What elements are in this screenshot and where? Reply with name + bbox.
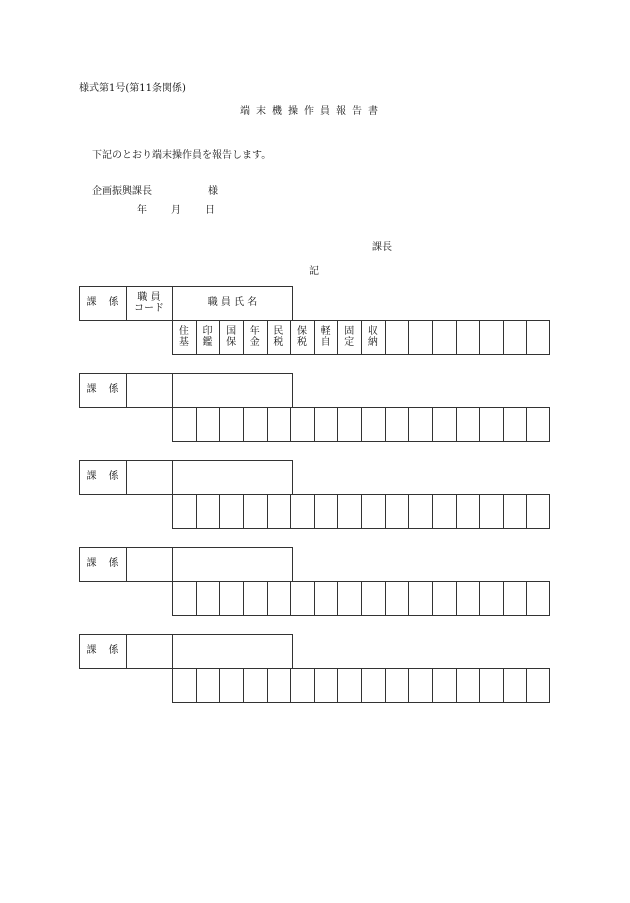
entry-systems-divider xyxy=(290,581,291,616)
system-column-header xyxy=(219,320,243,355)
system-column-header xyxy=(290,320,314,355)
entry-ka-kakari xyxy=(79,460,126,495)
entry-ka-kakari xyxy=(79,634,126,669)
entry-systems-divider xyxy=(385,407,386,442)
entry-systems-divider xyxy=(503,494,504,529)
entry-systems-divider xyxy=(456,407,457,442)
date-day: 日 xyxy=(205,205,215,216)
entry-systems-divider xyxy=(385,581,386,616)
entry-systems-divider xyxy=(432,668,433,703)
section-chief-label: 課長 xyxy=(372,242,392,253)
entry-systems-divider xyxy=(361,494,362,529)
system-label-top: 収 xyxy=(367,326,378,337)
system-label-top: 軽 xyxy=(320,326,331,337)
entry-divider xyxy=(172,460,173,495)
entry-systems-divider xyxy=(196,581,197,616)
header-systems-divider xyxy=(456,320,457,355)
system-label-bottom: 保 xyxy=(226,336,237,348)
entry-systems-divider xyxy=(337,581,338,616)
entry-systems-divider xyxy=(219,494,220,529)
kakari-label: 係 xyxy=(108,558,119,570)
entry-systems-divider xyxy=(267,581,268,616)
entry-systems-divider xyxy=(361,668,362,703)
date-year: 年 xyxy=(137,205,147,216)
system-label-top: 保 xyxy=(296,326,307,337)
entry-systems-divider xyxy=(432,494,433,529)
system-column-header xyxy=(172,320,196,355)
entry-systems-divider xyxy=(503,407,504,442)
entry-systems-divider xyxy=(243,407,244,442)
system-label-top: 民 xyxy=(273,326,284,337)
kakari-label: 係 xyxy=(108,297,119,309)
staff-code-header xyxy=(126,286,172,321)
kakari-label: 係 xyxy=(108,471,119,483)
kakari-label: 係 xyxy=(108,645,119,657)
entry-systems-divider xyxy=(479,407,480,442)
entry-systems-divider xyxy=(432,581,433,616)
entry-systems-divider xyxy=(479,494,480,529)
system-label-top: 国 xyxy=(226,326,237,337)
entry-systems-divider xyxy=(361,407,362,442)
ki-label: 記 xyxy=(309,266,319,277)
entry-systems-divider xyxy=(290,407,291,442)
entry-systems-divider xyxy=(408,407,409,442)
entry-divider xyxy=(126,634,127,669)
header-systems-divider xyxy=(503,320,504,355)
entry-divider xyxy=(172,373,173,408)
system-label-bottom: 税 xyxy=(273,336,284,348)
entry-systems-divider xyxy=(196,494,197,529)
entry-divider xyxy=(126,547,127,582)
entry-systems-divider xyxy=(243,494,244,529)
entry-systems-divider xyxy=(408,668,409,703)
staff-name-label: 職 員 氏 名 xyxy=(207,297,258,309)
entry-systems-divider xyxy=(456,581,457,616)
system-label-bottom: 鑑 xyxy=(202,336,213,348)
addressee: 企画振興課長 xyxy=(92,186,152,197)
header-systems-divider xyxy=(526,320,527,355)
entry-systems-divider xyxy=(219,581,220,616)
document-title: 端末機操作員報告書 xyxy=(240,106,384,117)
intro-text: 下記のとおり端末操作員を報告します。 xyxy=(92,150,272,161)
staff-code-line2: コード xyxy=(134,302,164,314)
entry-systems-divider xyxy=(526,407,527,442)
entry-systems-divider xyxy=(385,668,386,703)
entry-systems-divider xyxy=(503,668,504,703)
entry-systems-divider xyxy=(219,407,220,442)
system-label-top: 年 xyxy=(249,326,260,337)
entry-systems-divider xyxy=(408,494,409,529)
system-label-bottom: 納 xyxy=(367,336,378,348)
entry-systems-divider xyxy=(314,494,315,529)
system-column-header xyxy=(361,320,385,355)
ka-label: 課 xyxy=(86,471,97,483)
entry-systems-divider xyxy=(526,668,527,703)
entry-systems-divider xyxy=(337,407,338,442)
entry-systems-divider xyxy=(526,494,527,529)
date-line xyxy=(137,206,215,216)
entry-systems-divider xyxy=(479,581,480,616)
system-label-top: 固 xyxy=(344,326,355,337)
entry-systems-divider xyxy=(337,494,338,529)
system-label-top: 住 xyxy=(178,326,189,337)
entry-systems-divider xyxy=(361,581,362,616)
system-column-header xyxy=(267,320,291,355)
entry-systems-divider xyxy=(432,407,433,442)
entry-systems-divider xyxy=(196,668,197,703)
system-label-bottom: 自 xyxy=(320,336,331,348)
system-label-bottom: 基 xyxy=(178,336,189,348)
entry-systems-divider xyxy=(526,581,527,616)
staff-name-header xyxy=(172,286,293,321)
entry-systems-divider xyxy=(385,494,386,529)
entry-systems-divider xyxy=(314,581,315,616)
entry-divider xyxy=(126,373,127,408)
header-ka-kakari xyxy=(79,286,126,321)
system-label-bottom: 金 xyxy=(249,336,260,348)
entry-systems-divider xyxy=(479,668,480,703)
entry-systems-divider xyxy=(314,668,315,703)
header-systems-divider xyxy=(479,320,480,355)
entry-systems-divider xyxy=(456,494,457,529)
system-column-header xyxy=(337,320,361,355)
entry-systems-divider xyxy=(408,581,409,616)
entry-systems-divider xyxy=(267,407,268,442)
entry-systems-divider xyxy=(290,668,291,703)
entry-divider xyxy=(126,460,127,495)
ka-label: 課 xyxy=(86,645,97,657)
system-label-top: 印 xyxy=(202,326,213,337)
staff-code-line1: 職 員 xyxy=(137,292,161,303)
entry-systems-divider xyxy=(503,581,504,616)
header-systems-divider xyxy=(408,320,409,355)
system-label-bottom: 定 xyxy=(344,336,355,348)
entry-ka-kakari xyxy=(79,547,126,582)
entry-ka-kakari xyxy=(79,373,126,408)
entry-divider xyxy=(172,547,173,582)
entry-systems-divider xyxy=(267,668,268,703)
system-column-header xyxy=(243,320,267,355)
form-label: 様式第1号(第11条関係) xyxy=(79,83,186,94)
system-label-bottom: 税 xyxy=(296,336,307,348)
date-month: 月 xyxy=(171,205,181,216)
system-column-header xyxy=(196,320,220,355)
entry-systems-divider xyxy=(196,407,197,442)
honorific: 様 xyxy=(208,186,218,197)
ka-label: 課 xyxy=(86,558,97,570)
ka-label: 課 xyxy=(86,384,97,396)
entry-systems-divider xyxy=(290,494,291,529)
entry-systems-divider xyxy=(267,494,268,529)
entry-systems-divider xyxy=(243,668,244,703)
ka-label: 課 xyxy=(86,297,97,309)
header-systems-divider xyxy=(432,320,433,355)
entry-systems-divider xyxy=(456,668,457,703)
entry-systems-divider xyxy=(243,581,244,616)
entry-divider xyxy=(172,634,173,669)
entry-systems-divider xyxy=(337,668,338,703)
kakari-label: 係 xyxy=(108,384,119,396)
system-column-header xyxy=(314,320,338,355)
entry-systems-divider xyxy=(314,407,315,442)
entry-systems-divider xyxy=(219,668,220,703)
header-systems-divider xyxy=(385,320,386,355)
